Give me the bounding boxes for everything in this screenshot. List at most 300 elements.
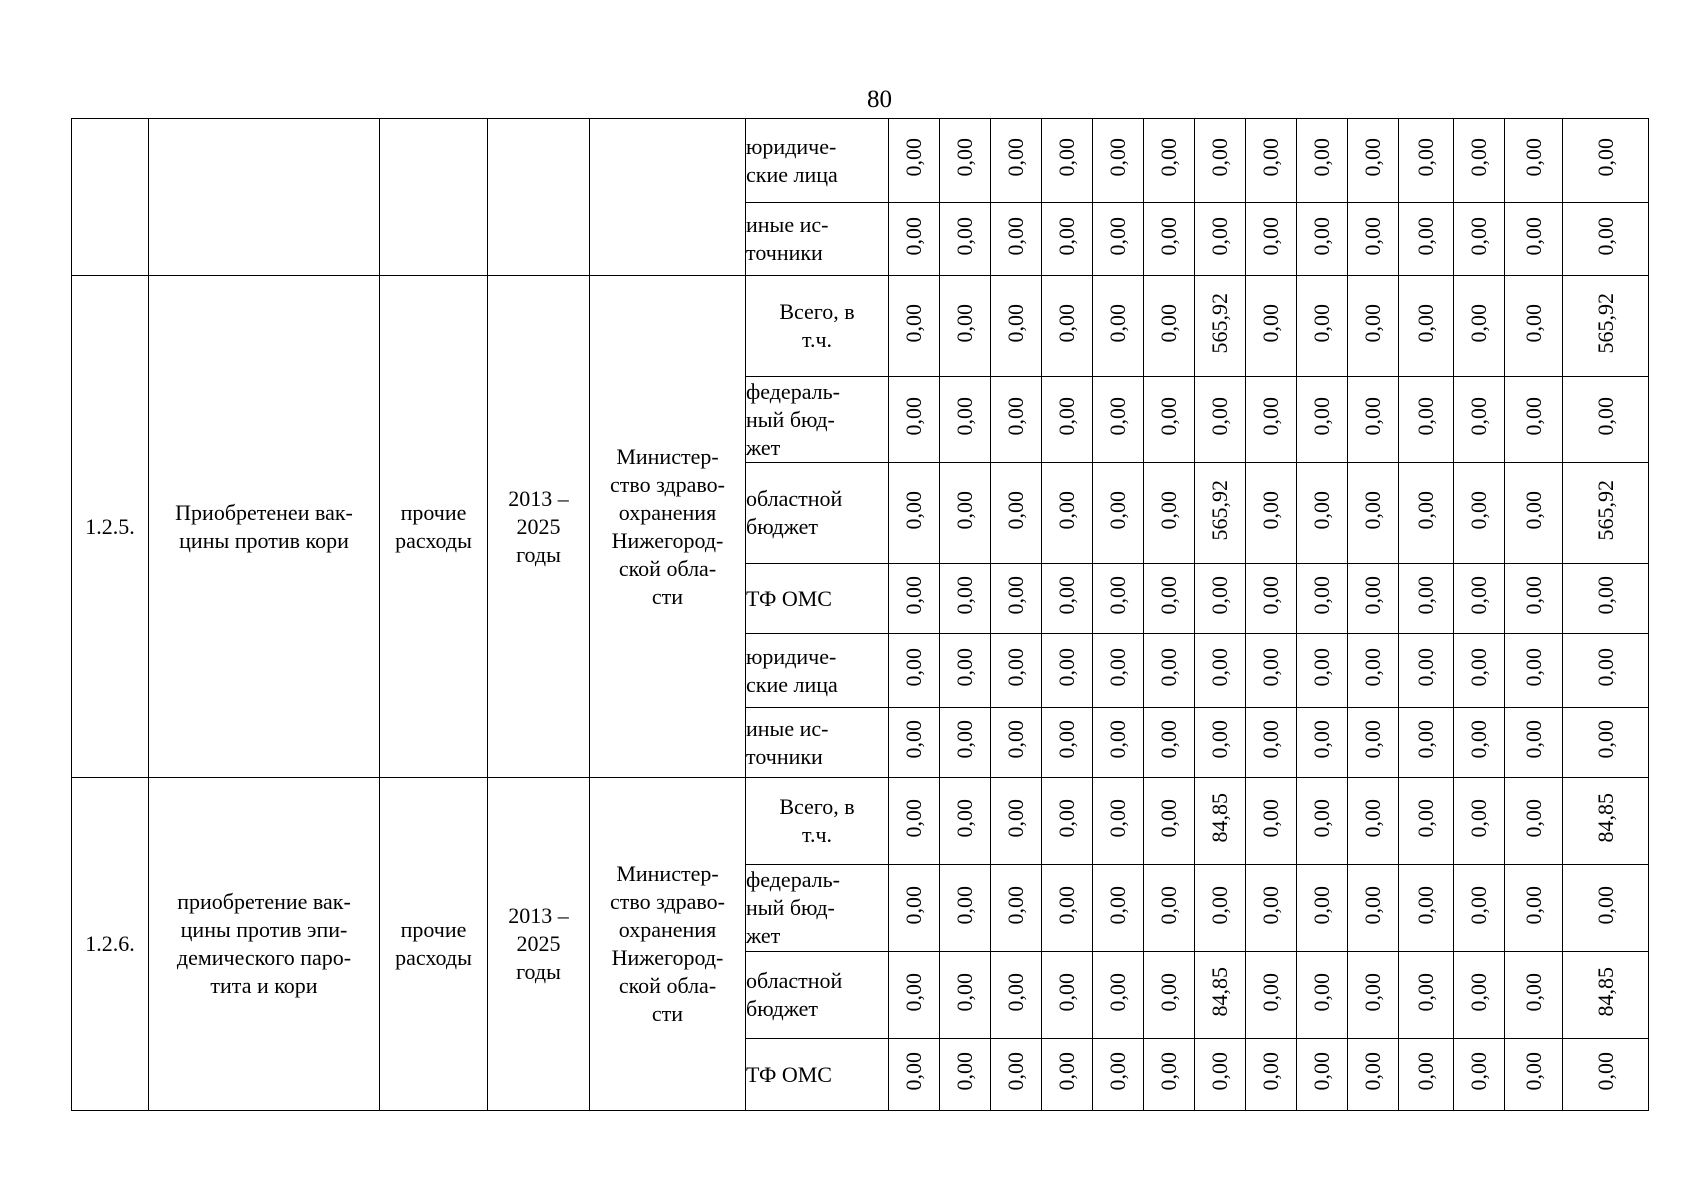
- amount-value: 0,00: [1105, 576, 1130, 615]
- amount-cell: [940, 463, 991, 564]
- amount-value: 0,00: [1466, 576, 1491, 615]
- amount-value: 0,00: [1413, 303, 1438, 343]
- amount-value: 0,00: [1592, 216, 1618, 256]
- amount-cell: [1297, 1039, 1348, 1111]
- amount-cell: [889, 276, 940, 377]
- amount-value: 0,00: [1360, 885, 1385, 925]
- amount-cell: [1195, 564, 1246, 634]
- amount-cell: [1505, 708, 1563, 778]
- amount-value: 0,00: [1207, 216, 1232, 256]
- amount-cell: [1399, 778, 1454, 865]
- amount-cell: [889, 463, 940, 564]
- amount-value: 0,00: [1520, 490, 1546, 530]
- amount-cell: [1348, 377, 1399, 463]
- amount-cell: [1505, 203, 1563, 276]
- amount-cell: [1144, 634, 1195, 708]
- item-number: [72, 119, 149, 276]
- amount-cell: [1144, 119, 1195, 203]
- amount-value: 0,00: [952, 885, 977, 925]
- amount-cell: [1246, 276, 1297, 377]
- amount-value: 0,00: [1003, 972, 1028, 1012]
- amount-value: 0,00: [1105, 972, 1130, 1012]
- amount-cell: [991, 865, 1042, 952]
- amount-value: 0,00: [1360, 648, 1385, 687]
- amount-value: 0,00: [901, 798, 926, 838]
- table-row: [72, 778, 1649, 865]
- amount-cell: [1042, 276, 1093, 377]
- amount-value: 0,00: [1207, 576, 1232, 615]
- amount-cell: [1297, 564, 1348, 634]
- amount-cell: [1563, 708, 1649, 778]
- amount-value: 0,00: [1466, 397, 1491, 436]
- amount-value: 0,00: [1309, 576, 1334, 615]
- amount-value: 0,00: [952, 303, 977, 343]
- amount-cell: [1246, 463, 1297, 564]
- amount-cell: [1195, 634, 1246, 708]
- amount-cell: [991, 952, 1042, 1039]
- amount-cell: [940, 865, 991, 952]
- amount-cell: [1297, 865, 1348, 952]
- amount-cell: [1399, 708, 1454, 778]
- amount-value: 0,00: [1520, 397, 1546, 436]
- amount-cell: [991, 276, 1042, 377]
- amount-value: 0,00: [1207, 138, 1232, 177]
- amount-cell: [889, 203, 940, 276]
- funding-source: юридиче- ские лица: [746, 119, 889, 203]
- item-name: [149, 119, 380, 276]
- amount-cell: [1195, 377, 1246, 463]
- amount-value: 0,00: [901, 1052, 926, 1091]
- page-number: 80: [867, 86, 892, 113]
- amount-value: 0,00: [1156, 972, 1181, 1012]
- amount-value: 0,00: [1413, 216, 1438, 256]
- period: 2013 – 2025 годы: [488, 276, 590, 778]
- amount-value: 0,00: [1054, 885, 1079, 925]
- amount-value: 0,00: [1105, 1052, 1130, 1091]
- amount-cell: [991, 463, 1042, 564]
- amount-value: 0,00: [901, 720, 926, 759]
- amount-value: 0,00: [952, 1052, 977, 1091]
- amount-value: 0,00: [952, 490, 977, 530]
- amount-cell: [1348, 778, 1399, 865]
- amount-value: 0,00: [1592, 648, 1618, 687]
- amount-cell: [991, 119, 1042, 203]
- amount-cell: [1195, 778, 1246, 865]
- amount-cell: [1042, 778, 1093, 865]
- amount-cell: [1246, 377, 1297, 463]
- amount-value: 0,00: [1360, 303, 1385, 343]
- amount-value: 0,00: [1360, 216, 1385, 256]
- amount-value: 0,00: [952, 216, 977, 256]
- amount-cell: [1093, 1039, 1144, 1111]
- amount-value: 0,00: [1054, 576, 1079, 615]
- expense-type: прочие расходы: [380, 778, 488, 1111]
- amount-value: 0,00: [1309, 1052, 1334, 1091]
- amount-cell: [1042, 952, 1093, 1039]
- amount-value: 0,00: [1309, 972, 1334, 1012]
- amount-value: 0,00: [1258, 576, 1283, 615]
- amount-value: 0,00: [901, 138, 926, 177]
- amount-value: 0,00: [1466, 798, 1491, 838]
- amount-value: 0,00: [1156, 1052, 1181, 1091]
- amount-cell: [1144, 1039, 1195, 1111]
- amount-cell: [1195, 865, 1246, 952]
- amount-cell: [1505, 634, 1563, 708]
- amount-value: 0,00: [1003, 490, 1028, 530]
- amount-value: 0,00: [1054, 1052, 1079, 1091]
- amount-cell: [1563, 377, 1649, 463]
- amount-cell: [1144, 276, 1195, 377]
- amount-value: 0,00: [1054, 303, 1079, 343]
- item-name: Приобретенеи вак- цины против кори: [149, 276, 380, 778]
- amount-value: 0,00: [1520, 138, 1546, 177]
- amount-value: 84,85: [1207, 967, 1232, 1017]
- amount-value: 84,85: [1207, 793, 1232, 843]
- amount-value: 565,92: [1592, 292, 1618, 354]
- amount-value: 0,00: [1360, 576, 1385, 615]
- amount-cell: [1246, 952, 1297, 1039]
- amount-cell: [1505, 463, 1563, 564]
- amount-cell: [1093, 203, 1144, 276]
- amount-value: 0,00: [1360, 1052, 1385, 1091]
- amount-cell: [1348, 119, 1399, 203]
- amount-value: 0,00: [1413, 576, 1438, 615]
- amount-cell: [1454, 708, 1505, 778]
- amount-value: 0,00: [1156, 490, 1181, 530]
- amount-value: 0,00: [1592, 885, 1618, 925]
- amount-cell: [889, 865, 940, 952]
- amount-cell: [1563, 564, 1649, 634]
- amount-cell: [1093, 276, 1144, 377]
- amount-value: 0,00: [1003, 648, 1028, 687]
- amount-cell: [1454, 276, 1505, 377]
- amount-value: 0,00: [1258, 397, 1283, 436]
- amount-value: 0,00: [952, 972, 977, 1012]
- expense-type: прочие расходы: [380, 276, 488, 778]
- amount-value: 0,00: [1156, 648, 1181, 687]
- amount-cell: [1399, 463, 1454, 564]
- amount-cell: [1505, 276, 1563, 377]
- amount-value: 0,00: [1360, 397, 1385, 436]
- amount-cell: [1563, 203, 1649, 276]
- amount-cell: [1144, 865, 1195, 952]
- amount-cell: [1144, 203, 1195, 276]
- amount-cell: [1297, 952, 1348, 1039]
- budget-table: [71, 118, 1649, 1111]
- funding-source: иные ис- точники: [746, 708, 889, 778]
- amount-cell: [1563, 634, 1649, 708]
- funding-source: Всего, в т.ч.: [746, 276, 889, 377]
- amount-cell: [991, 708, 1042, 778]
- amount-value: 0,00: [1258, 798, 1283, 838]
- amount-value: 0,00: [1258, 972, 1283, 1012]
- amount-cell: [1399, 377, 1454, 463]
- amount-cell: [991, 1039, 1042, 1111]
- amount-cell: [1297, 634, 1348, 708]
- amount-cell: [1195, 463, 1246, 564]
- amount-value: 0,00: [1054, 720, 1079, 759]
- amount-cell: [1505, 778, 1563, 865]
- amount-value: 0,00: [1466, 216, 1491, 256]
- amount-value: 0,00: [1258, 490, 1283, 530]
- amount-cell: [1505, 119, 1563, 203]
- amount-cell: [1454, 564, 1505, 634]
- amount-value: 565,92: [1207, 479, 1232, 541]
- amount-value: 0,00: [1207, 885, 1232, 925]
- amount-value: 0,00: [1258, 216, 1283, 256]
- amount-value: 0,00: [1309, 303, 1334, 343]
- amount-cell: [1195, 708, 1246, 778]
- amount-value: 0,00: [1003, 397, 1028, 436]
- amount-cell: [1093, 463, 1144, 564]
- amount-cell: [1454, 377, 1505, 463]
- amount-cell: [1348, 634, 1399, 708]
- amount-cell: [1042, 1039, 1093, 1111]
- amount-cell: [1399, 564, 1454, 634]
- amount-value: 0,00: [901, 216, 926, 256]
- amount-cell: [1093, 564, 1144, 634]
- amount-cell: [940, 377, 991, 463]
- amount-value: 0,00: [1360, 972, 1385, 1012]
- amount-value: 0,00: [1360, 138, 1385, 177]
- amount-value: 0,00: [1207, 397, 1232, 436]
- amount-value: 0,00: [1003, 303, 1028, 343]
- amount-value: 0,00: [1105, 648, 1130, 687]
- amount-cell: [889, 377, 940, 463]
- amount-cell: [1297, 276, 1348, 377]
- amount-cell: [1246, 1039, 1297, 1111]
- amount-value: 0,00: [901, 648, 926, 687]
- amount-value: 0,00: [1592, 138, 1618, 177]
- amount-value: 565,92: [1592, 479, 1618, 541]
- amount-value: 0,00: [1258, 648, 1283, 687]
- funding-source: юридиче- ские лица: [746, 634, 889, 708]
- amount-cell: [1454, 952, 1505, 1039]
- amount-cell: [1246, 865, 1297, 952]
- amount-cell: [889, 1039, 940, 1111]
- amount-cell: [1042, 865, 1093, 952]
- amount-value: 0,00: [1413, 490, 1438, 530]
- amount-cell: [1195, 952, 1246, 1039]
- amount-cell: [1144, 564, 1195, 634]
- amount-cell: [991, 634, 1042, 708]
- amount-cell: [889, 564, 940, 634]
- amount-value: 0,00: [1592, 576, 1618, 615]
- amount-cell: [1297, 708, 1348, 778]
- amount-cell: [991, 778, 1042, 865]
- amount-cell: [1348, 865, 1399, 952]
- amount-cell: [991, 377, 1042, 463]
- amount-cell: [1144, 952, 1195, 1039]
- amount-cell: [1042, 377, 1093, 463]
- amount-cell: [991, 564, 1042, 634]
- amount-value: 0,00: [1054, 397, 1079, 436]
- amount-value: 0,00: [1258, 303, 1283, 343]
- amount-cell: [889, 952, 940, 1039]
- amount-value: 0,00: [901, 490, 926, 530]
- table-row: [72, 119, 1649, 203]
- amount-cell: [1454, 119, 1505, 203]
- amount-value: 0,00: [1105, 303, 1130, 343]
- amount-value: 0,00: [1592, 1052, 1618, 1091]
- amount-value: 0,00: [1309, 885, 1334, 925]
- amount-value: 0,00: [1520, 885, 1546, 925]
- amount-cell: [1144, 463, 1195, 564]
- amount-value: 0,00: [1003, 138, 1028, 177]
- amount-value: 0,00: [1309, 397, 1334, 436]
- amount-value: 0,00: [1156, 397, 1181, 436]
- amount-value: 0,00: [952, 397, 977, 436]
- amount-cell: [1563, 778, 1649, 865]
- amount-value: 0,00: [1258, 720, 1283, 759]
- amount-cell: [1399, 952, 1454, 1039]
- amount-cell: [1297, 778, 1348, 865]
- amount-value: 0,00: [952, 720, 977, 759]
- amount-cell: [1297, 203, 1348, 276]
- amount-cell: [889, 119, 940, 203]
- amount-value: 0,00: [1105, 216, 1130, 256]
- amount-cell: [889, 708, 940, 778]
- amount-cell: [1246, 708, 1297, 778]
- amount-cell: [1399, 865, 1454, 952]
- amount-value: 0,00: [901, 972, 926, 1012]
- amount-cell: [1348, 203, 1399, 276]
- amount-cell: [1505, 865, 1563, 952]
- amount-cell: [940, 634, 991, 708]
- amount-cell: [1399, 634, 1454, 708]
- amount-cell: [1505, 1039, 1563, 1111]
- amount-value: 0,00: [1309, 138, 1334, 177]
- amount-cell: [1246, 203, 1297, 276]
- amount-value: 0,00: [1466, 303, 1491, 343]
- amount-cell: [1144, 778, 1195, 865]
- amount-value: 0,00: [1413, 885, 1438, 925]
- amount-value: 0,00: [1466, 1052, 1491, 1091]
- amount-value: 0,00: [1520, 648, 1546, 687]
- amount-cell: [1297, 377, 1348, 463]
- amount-cell: [1195, 276, 1246, 377]
- amount-value: 0,00: [1413, 720, 1438, 759]
- amount-value: 0,00: [1466, 138, 1491, 177]
- amount-value: 0,00: [1360, 720, 1385, 759]
- amount-cell: [1195, 203, 1246, 276]
- amount-cell: [1246, 119, 1297, 203]
- amount-value: 0,00: [1466, 972, 1491, 1012]
- amount-value: 0,00: [1054, 648, 1079, 687]
- funding-source: федераль- ный бюд- жет: [746, 865, 889, 952]
- amount-cell: [1563, 952, 1649, 1039]
- amount-value: 0,00: [1003, 885, 1028, 925]
- amount-value: 0,00: [1156, 138, 1181, 177]
- amount-cell: [1297, 119, 1348, 203]
- amount-cell: [1093, 952, 1144, 1039]
- amount-value: 0,00: [1003, 798, 1028, 838]
- amount-cell: [1246, 564, 1297, 634]
- amount-value: 0,00: [1003, 576, 1028, 615]
- funding-source: областной бюджет: [746, 952, 889, 1039]
- amount-cell: [1454, 865, 1505, 952]
- amount-cell: [940, 778, 991, 865]
- amount-cell: [1399, 119, 1454, 203]
- amount-value: 0,00: [1003, 720, 1028, 759]
- amount-cell: [1454, 463, 1505, 564]
- amount-value: 0,00: [1054, 798, 1079, 838]
- amount-cell: [1042, 564, 1093, 634]
- amount-cell: [1348, 708, 1399, 778]
- amount-cell: [1505, 377, 1563, 463]
- amount-cell: [1348, 276, 1399, 377]
- amount-cell: [889, 778, 940, 865]
- amount-value: 0,00: [1105, 720, 1130, 759]
- amount-value: 0,00: [1105, 798, 1130, 838]
- funding-source: федераль- ный бюд- жет: [746, 377, 889, 463]
- expense-type: [380, 119, 488, 276]
- amount-cell: [1144, 708, 1195, 778]
- amount-value: 0,00: [1520, 972, 1546, 1012]
- amount-value: 0,00: [952, 648, 977, 687]
- amount-value: 0,00: [1054, 490, 1079, 530]
- amount-value: 0,00: [901, 397, 926, 436]
- amount-cell: [1042, 119, 1093, 203]
- funding-source: Всего, в т.ч.: [746, 778, 889, 865]
- amount-cell: [1348, 1039, 1399, 1111]
- amount-value: 0,00: [1105, 490, 1130, 530]
- amount-value: 0,00: [952, 138, 977, 177]
- amount-value: 0,00: [1207, 720, 1232, 759]
- amount-cell: [1042, 463, 1093, 564]
- amount-value: 0,00: [1156, 576, 1181, 615]
- amount-value: 0,00: [1466, 490, 1491, 530]
- amount-value: 0,00: [1003, 216, 1028, 256]
- amount-cell: [1042, 708, 1093, 778]
- amount-value: 0,00: [1054, 972, 1079, 1012]
- amount-value: 0,00: [952, 576, 977, 615]
- amount-cell: [940, 276, 991, 377]
- executor: Министер- ство здраво- охранения Нижегород- ской обла- сти: [590, 276, 746, 778]
- amount-value: 0,00: [1520, 1052, 1546, 1091]
- amount-cell: [1399, 276, 1454, 377]
- amount-value: 0,00: [1258, 885, 1283, 925]
- amount-value: 0,00: [901, 885, 926, 925]
- item-name: приобретение вак- цины против эпи- демического паро- тита и кори: [149, 778, 380, 1111]
- amount-value: 0,00: [1360, 798, 1385, 838]
- amount-value: 0,00: [1156, 720, 1181, 759]
- amount-cell: [1093, 708, 1144, 778]
- amount-value: 0,00: [1413, 138, 1438, 177]
- amount-value: 0,00: [1156, 885, 1181, 925]
- amount-cell: [1144, 377, 1195, 463]
- amount-cell: [1563, 276, 1649, 377]
- period: [488, 119, 590, 276]
- amount-value: 0,00: [1466, 720, 1491, 759]
- amount-value: 84,85: [1592, 793, 1618, 843]
- amount-value: 0,00: [1413, 1052, 1438, 1091]
- amount-value: 0,00: [1156, 216, 1181, 256]
- amount-cell: [1505, 564, 1563, 634]
- amount-cell: [1093, 634, 1144, 708]
- amount-cell: [991, 203, 1042, 276]
- amount-value: 0,00: [1105, 885, 1130, 925]
- period: 2013 – 2025 годы: [488, 778, 590, 1111]
- amount-value: 0,00: [1003, 1052, 1028, 1091]
- amount-cell: [1042, 203, 1093, 276]
- amount-value: 0,00: [1156, 303, 1181, 343]
- amount-cell: [1195, 1039, 1246, 1111]
- amount-cell: [940, 564, 991, 634]
- executor: Министер- ство здраво- охранения Нижегород- ской обла- сти: [590, 778, 746, 1111]
- amount-cell: [1042, 634, 1093, 708]
- amount-value: 84,85: [1592, 967, 1618, 1017]
